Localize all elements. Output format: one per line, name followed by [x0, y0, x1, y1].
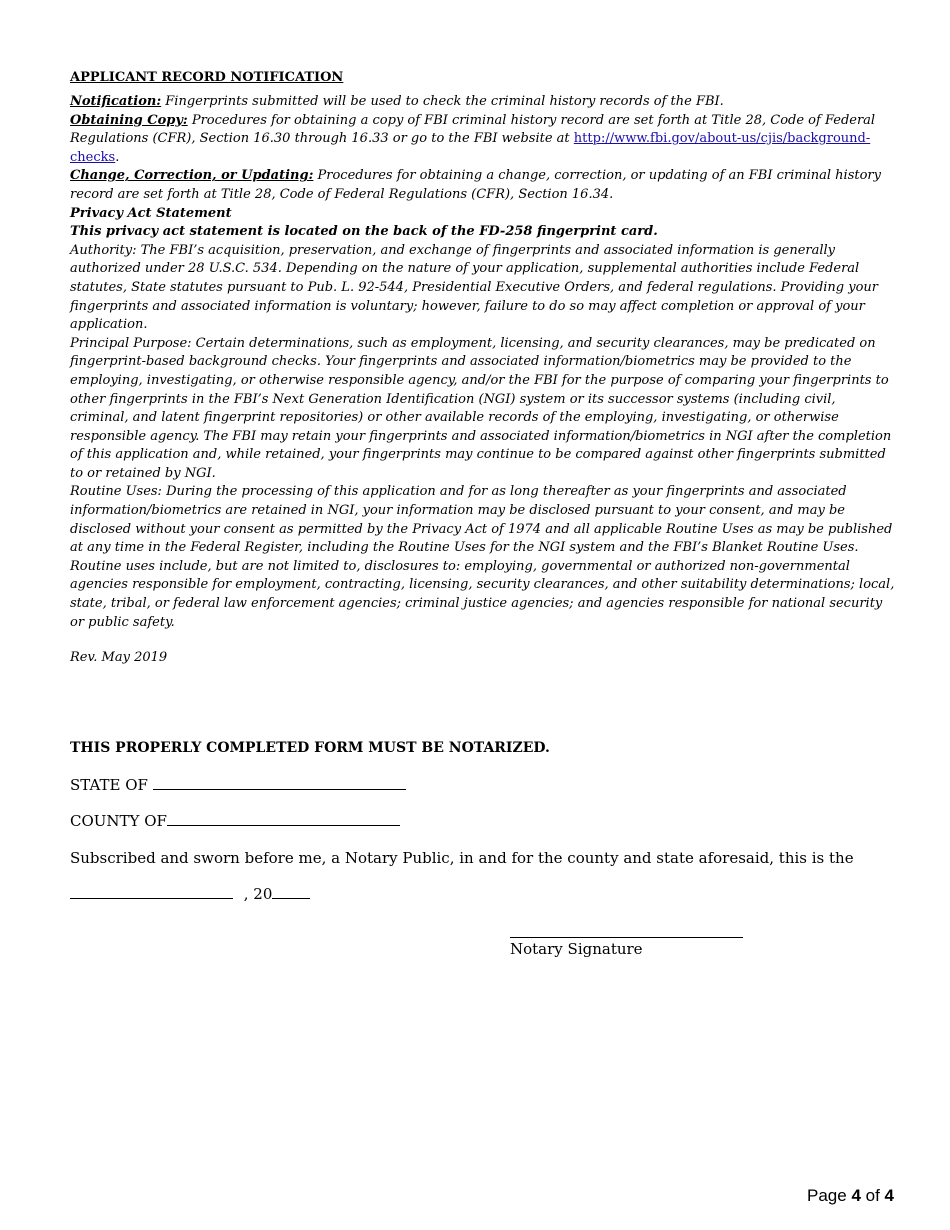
state-label: STATE OF: [70, 776, 153, 794]
notary-title: THIS PROPERLY COMPLETED FORM MUST BE NOTARIZED.: [70, 740, 550, 756]
change-paragraph: [70, 167, 896, 204]
signature-label: Notary Signature: [510, 940, 643, 958]
year-blank-line[interactable]: [272, 897, 310, 899]
county-field: [70, 812, 400, 830]
obtaining-copy-paragraph: [70, 112, 896, 168]
page-number: [807, 1186, 894, 1206]
obtaining-copy-label: Obtaining Copy:: [70, 112, 188, 128]
county-label: COUNTY OF: [70, 812, 167, 830]
date-field: [70, 885, 310, 903]
revision-date: Rev. May 2019: [70, 650, 168, 666]
authority-paragraph: Authority: The FBI’s acquisition, preservation, and exchange of fingerprints and associated information is generally authorized under 28 U.S.C. 534. Depending on the nature of your application, supplemental authorities include Federal statutes, State statutes pursuant to Pub. L. 92-544, Presidential Executive Orders, and federal regulations. Providing your fingerprints and associated information is voluntary; however, failure to do so may affect completion or approval of your application.: [70, 242, 879, 333]
notification-label: Notification:: [70, 94, 162, 109]
sworn-statement: Subscribed and sworn before me, a Notary Public, in and for the county and state aforesaid, this is the: [70, 849, 854, 867]
day-blank-line[interactable]: [70, 897, 233, 899]
principal-purpose-paragraph: Principal Purpose: Certain determinations, such as employment, licensing, and security clearances, may be predicated on fingerprint-based background checks. Your fingerprints and associated information/biometrics may be provided to the employing, investigating, or otherwise responsible agency, and/or the FBI for the purpose of comparing your fingerprints to other fingerprints in the FBI’s Next Generation Identification (NGI) system or its successor systems (including civil, criminal, and latent fingerprint repositories) or other available records of the employing, investigating, or otherwise responsible agency. The FBI may retain your fingerprints and associated information/biometrics in NGI after the completion of this application and, while retained, your fingerprints may continue to be compared against other fingerprints submitted to or retained by NGI.: [70, 335, 892, 481]
routine-uses-paragraph: Routine Uses: During the processing of this application and for as long thereafter as your fingerprints and associated information/biometrics are retained in NGI, your information may be disclosed pursuant to your consent, and may be disclosed without your consent as permitted by the Privacy Act of 1974 and all applicable Routine Uses as may be published at any time in the Federal Register, including the Routine Uses for the NGI system and the FBI’s Blanket Routine Uses. Routine uses include, but are not limited to, disclosures to: employing, governmental or authorized non-governmental agencies responsible for employment, contracting, licensing, security clearances, and other suitability determinations; local, state, tribal, or federal law enforcement agencies; criminal justice agencies; and agencies responsible for national security or public safety.: [70, 484, 895, 630]
state-field: [70, 776, 406, 794]
privacy-act-location: This privacy act statement is located on the back of the FD-258 fingerprint card.: [70, 224, 658, 240]
obtaining-copy-end: .: [115, 149, 120, 165]
of-word: of: [860, 1186, 885, 1205]
obtaining-copy-text: Procedures for obtaining a copy of FBI criminal history record are set forth at Title 28, Code of Federal Regulations (CFR), Section 16.30 through 16.33 or go to the FBI website at: [70, 112, 876, 147]
section-title: APPLICANT RECORD NOTIFICATION: [70, 70, 344, 85]
notification-paragraph: [70, 93, 896, 112]
page-total: 4: [884, 1186, 894, 1205]
page-word: Page: [807, 1186, 852, 1205]
signature-line[interactable]: [510, 937, 743, 938]
privacy-act-heading: Privacy Act Statement: [70, 205, 232, 221]
year-prefix: , 20: [239, 885, 273, 903]
notification-text: Fingerprints submitted will be used to check the criminal history records of the FBI.: [161, 94, 724, 109]
state-blank-line[interactable]: [153, 788, 406, 790]
notification-section: [70, 70, 896, 665]
page-current: 4: [851, 1186, 861, 1205]
county-blank-line[interactable]: [167, 824, 400, 826]
change-label: Change, Correction, or Updating:: [70, 168, 314, 184]
fbi-website-link[interactable]: http://www.fbi.gov/about-us/cjis/background-checks: [70, 131, 871, 165]
change-text: Procedures for obtaining a change, correction, or updating of an FBI criminal history record are set forth at Title 28, Code of Federal Regulations (CFR), Section 16.34.: [70, 168, 881, 202]
